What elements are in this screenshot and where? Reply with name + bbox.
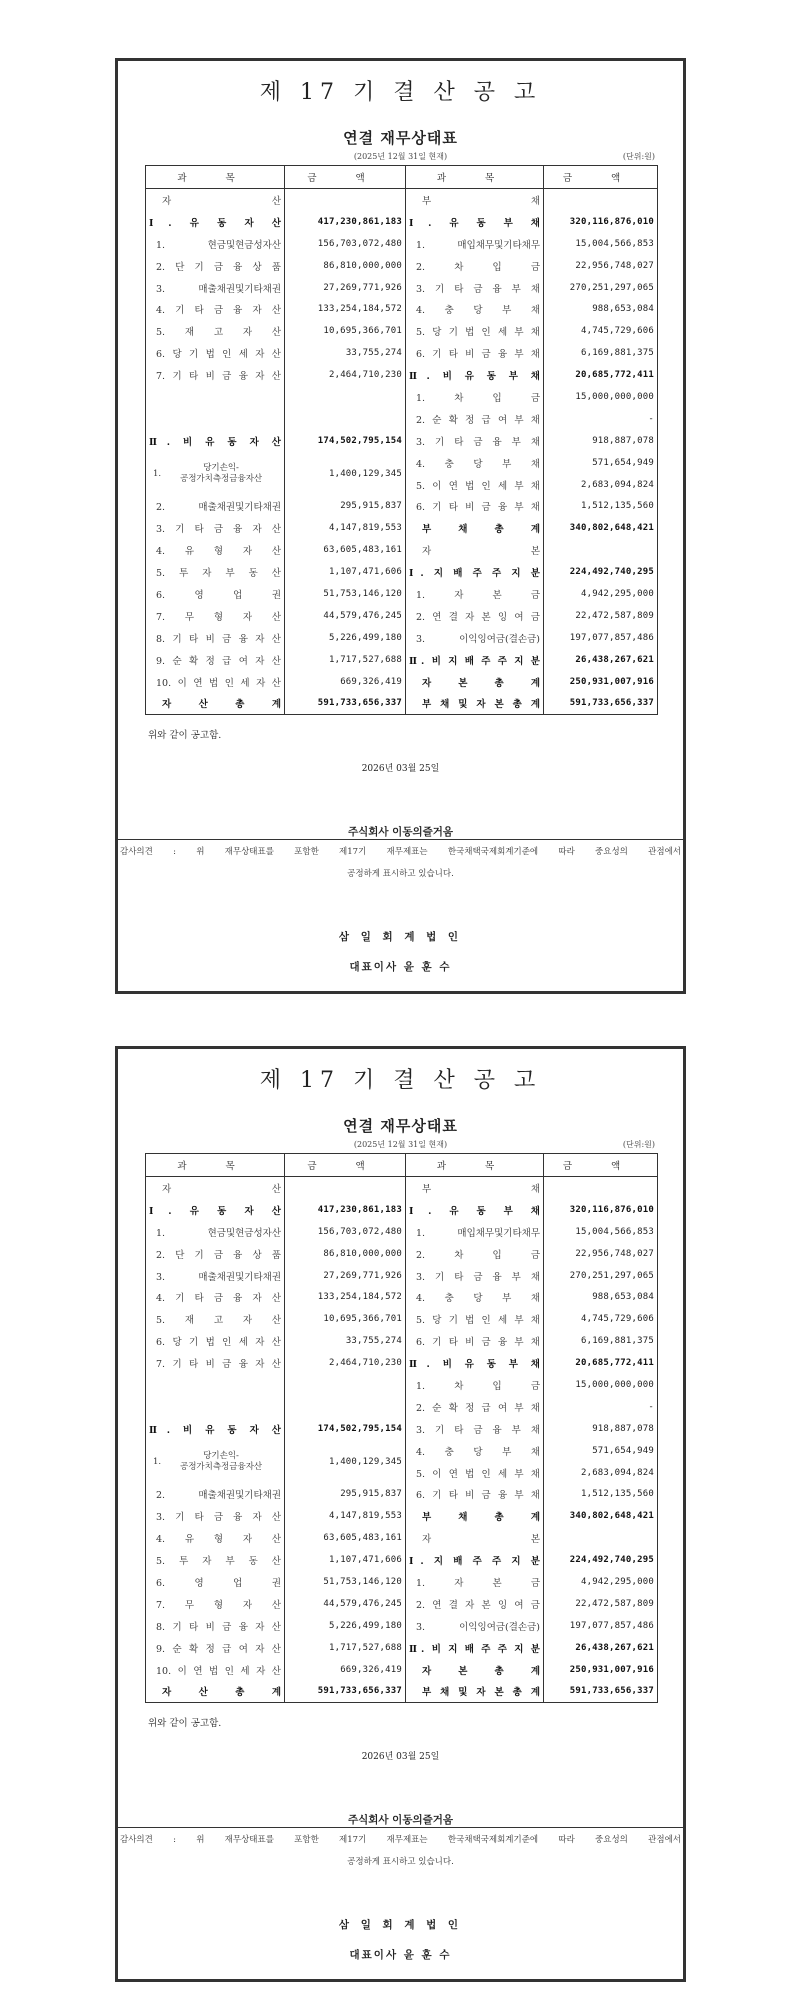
- right-account: 부 채: [406, 189, 544, 211]
- right-account: 3. 이익잉여금(결손금): [406, 627, 544, 649]
- left-account: 4. 유 형 자 산: [146, 539, 285, 561]
- right-amount: [544, 1527, 658, 1549]
- left-account: 3. 기 타 금 융 자 산: [146, 517, 285, 539]
- left-account: Ⅱ. 비 유 동 자 산: [146, 1418, 285, 1440]
- as-of-date: (2025년 12월 31일 현재): [353, 1140, 448, 1149]
- table-row: [146, 1593, 658, 1615]
- right-amount: 591,733,656,337: [544, 692, 658, 714]
- left-amount: 44,579,476,245: [285, 605, 406, 627]
- table-row: [146, 189, 658, 211]
- right-amount: -: [544, 408, 658, 430]
- left-amount: 51,753,146,120: [285, 1571, 406, 1593]
- audit-opinion-line-1: 감사의견 : 위 재무상태표를 포함한 제17기 재무제표는 한국채택국제회계기준에 따라 중요성의 관점에서: [120, 1835, 681, 1845]
- table-row: [146, 277, 658, 299]
- right-amount: 26,438,267,621: [544, 1637, 658, 1659]
- right-account: Ⅰ. 유 동 부 채: [406, 211, 544, 233]
- notice-title: 제 17 기 결 산 공 고: [259, 80, 542, 105]
- table-row: [146, 342, 658, 364]
- right-amount: 320,116,876,010: [544, 1199, 658, 1221]
- right-account: Ⅰ. 지 배 주 주 지 분: [406, 561, 544, 583]
- right-account: 3. 기 타 금 융 부 채: [406, 277, 544, 299]
- left-account: 1. 현금및현금성자산: [146, 233, 285, 255]
- left-amount: [285, 386, 406, 408]
- right-amount: 6,169,881,375: [544, 1330, 658, 1352]
- right-account: 부 채: [406, 1177, 544, 1199]
- header-amount-assets: 금 액: [285, 1154, 406, 1177]
- right-amount: 4,745,729,606: [544, 320, 658, 342]
- table-row: [146, 1352, 658, 1374]
- right-amount: 270,251,297,065: [544, 277, 658, 299]
- left-account: 8. 기 타 비 금 융 자 산: [146, 627, 285, 649]
- table-row: [146, 298, 658, 320]
- right-amount: [544, 1177, 658, 1199]
- left-amount: 2,464,710,230: [285, 1352, 406, 1374]
- left-account: 9. 순 확 정 급 여 자 산: [146, 649, 285, 671]
- left-account: 1. 당기손익- 공정가치측정금융자산: [146, 1440, 285, 1484]
- left-amount: 10,695,366,701: [285, 1308, 406, 1330]
- right-account: 자 본: [406, 1527, 544, 1549]
- left-account: Ⅱ. 비 유 동 자 산: [146, 430, 285, 452]
- right-amount: 15,004,566,853: [544, 1221, 658, 1243]
- table-row: [146, 408, 658, 430]
- right-account: 부 채 및 자 본 총 계: [406, 1680, 544, 1702]
- notice-title: 제 17 기 결 산 공 고: [259, 1068, 542, 1093]
- table-row: [146, 1396, 658, 1418]
- left-amount: 1,400,129,345: [285, 1440, 406, 1484]
- table-row: [146, 430, 658, 452]
- left-account: 5. 투 자 부 동 산: [146, 561, 285, 583]
- table-row: [146, 320, 658, 342]
- left-account: [146, 1374, 285, 1396]
- left-amount: 591,733,656,337: [285, 692, 406, 714]
- left-amount: 174,502,795,154: [285, 1418, 406, 1440]
- right-amount: 22,956,748,027: [544, 1243, 658, 1265]
- right-account: 2. 차 입 금: [406, 1243, 544, 1265]
- header-amount-liabilities: 금 액: [544, 1154, 658, 1177]
- left-account: 2. 단 기 금 융 상 품: [146, 255, 285, 277]
- notice-date: 2026년 03월 25일: [361, 764, 440, 774]
- right-amount: 250,931,007,916: [544, 671, 658, 693]
- left-account: 4. 기 타 금 융 자 산: [146, 298, 285, 320]
- left-account: 6. 영 업 권: [146, 583, 285, 605]
- left-amount: 5,226,499,180: [285, 627, 406, 649]
- table-header-row: [146, 166, 658, 189]
- left-account: 3. 매출채권및기타채권: [146, 1265, 285, 1287]
- right-account: 5. 당 기 법 인 세 부 채: [406, 320, 544, 342]
- table-row: [146, 1221, 658, 1243]
- right-account: 6. 기 타 비 금 융 부 채: [406, 1483, 544, 1505]
- table-row: [146, 605, 658, 627]
- right-account: 1. 매입채무및기타채무: [406, 233, 544, 255]
- right-amount: [544, 539, 658, 561]
- right-amount: 591,733,656,337: [544, 1680, 658, 1702]
- right-amount: 1,512,135,560: [544, 1483, 658, 1505]
- company-name: 주식회사 이동의즐거움: [347, 826, 454, 838]
- table-row: [146, 539, 658, 561]
- table-row: [146, 211, 658, 233]
- right-amount: 26,438,267,621: [544, 649, 658, 671]
- header-amount-assets: 금 액: [285, 166, 406, 189]
- right-account: 3. 이익잉여금(결손금): [406, 1615, 544, 1637]
- left-account: Ⅰ. 유 동 자 산: [146, 1199, 285, 1221]
- table-row: [146, 1637, 658, 1659]
- table-row: [146, 1615, 658, 1637]
- audit-opinion-line-2: 공정하게 표시하고 있습니다.: [347, 869, 454, 879]
- right-account: 자 본 총 계: [406, 671, 544, 693]
- left-account: [146, 1396, 285, 1418]
- table-row: [146, 1527, 658, 1549]
- header-account-liabilities: 과 목: [406, 1154, 544, 1177]
- left-amount: 417,230,861,183: [285, 211, 406, 233]
- balance-sheet-table: [145, 165, 658, 715]
- table-row: [146, 1265, 658, 1287]
- left-account: 5. 투 자 부 동 산: [146, 1549, 285, 1571]
- right-amount: 918,887,078: [544, 430, 658, 452]
- header-account-liabilities: 과 목: [406, 166, 544, 189]
- left-amount: [285, 1396, 406, 1418]
- left-amount: 133,254,184,572: [285, 1286, 406, 1308]
- left-amount: [285, 189, 406, 211]
- left-amount: 1,107,471,606: [285, 561, 406, 583]
- divider: [118, 1827, 683, 1828]
- right-account: 2. 연 결 자 본 잉 여 금: [406, 1593, 544, 1615]
- right-account: 1. 매입채무및기타채무: [406, 1221, 544, 1243]
- table-row: [146, 233, 658, 255]
- left-account: 7. 무 형 자 산: [146, 605, 285, 627]
- right-account: Ⅰ. 지 배 주 주 지 분: [406, 1549, 544, 1571]
- left-account: 7. 기 타 비 금 융 자 산: [146, 1352, 285, 1374]
- left-amount: 63,605,483,161: [285, 539, 406, 561]
- left-account: 자 산 총 계: [146, 692, 285, 714]
- table-row: [146, 1549, 658, 1571]
- right-account: Ⅱ. 비 지 배 주 주 지 분: [406, 1637, 544, 1659]
- left-account: 2. 단 기 금 융 상 품: [146, 1243, 285, 1265]
- right-account: 부 채 총 계: [406, 517, 544, 539]
- left-account: 10. 이 연 법 인 세 자 산: [146, 1659, 285, 1681]
- right-amount: 197,077,857,486: [544, 1615, 658, 1637]
- right-amount: -: [544, 1396, 658, 1418]
- left-account: [146, 386, 285, 408]
- table-row: [146, 649, 658, 671]
- left-amount: 27,269,771,926: [285, 277, 406, 299]
- left-account: 5. 재 고 자 산: [146, 1308, 285, 1330]
- left-account: 자 산: [146, 1177, 285, 1199]
- right-amount: 15,000,000,000: [544, 386, 658, 408]
- right-amount: 4,745,729,606: [544, 1308, 658, 1330]
- right-amount: 320,116,876,010: [544, 211, 658, 233]
- left-amount: 5,226,499,180: [285, 1615, 406, 1637]
- left-amount: 2,464,710,230: [285, 364, 406, 386]
- left-amount: 33,755,274: [285, 1330, 406, 1352]
- left-amount: 295,915,837: [285, 495, 406, 517]
- right-amount: 22,472,587,809: [544, 1593, 658, 1615]
- left-amount: 63,605,483,161: [285, 1527, 406, 1549]
- header-account-assets: 과 목: [146, 166, 285, 189]
- right-account: Ⅱ. 비 유 동 부 채: [406, 1352, 544, 1374]
- left-amount: 591,733,656,337: [285, 1680, 406, 1702]
- right-amount: 918,887,078: [544, 1418, 658, 1440]
- left-account: 6. 영 업 권: [146, 1571, 285, 1593]
- balance-sheet-table: [145, 1153, 658, 1703]
- table-header-row: [146, 1154, 658, 1177]
- left-amount: [285, 408, 406, 430]
- right-account: 1. 자 본 금: [406, 583, 544, 605]
- ceo-name: 대표이사 윤 훈 수: [349, 961, 452, 973]
- table-row: [146, 255, 658, 277]
- right-amount: 4,942,295,000: [544, 1571, 658, 1593]
- left-amount: 156,703,072,480: [285, 233, 406, 255]
- right-amount: 250,931,007,916: [544, 1659, 658, 1681]
- right-amount: 224,492,740,295: [544, 561, 658, 583]
- left-account: 5. 재 고 자 산: [146, 320, 285, 342]
- right-account: 4. 충 당 부 채: [406, 452, 544, 474]
- table-row: [146, 1308, 658, 1330]
- right-amount: 340,802,648,421: [544, 517, 658, 539]
- table-row: [146, 671, 658, 693]
- right-amount: 571,654,949: [544, 452, 658, 474]
- table-row: [146, 1374, 658, 1396]
- left-amount: 669,326,419: [285, 671, 406, 693]
- left-account: 7. 무 형 자 산: [146, 1593, 285, 1615]
- audit-firm: 삼 일 회 계 법 인: [338, 931, 463, 943]
- table-row: [146, 364, 658, 386]
- table-row: [146, 1440, 658, 1462]
- table-row: [146, 386, 658, 408]
- audit-opinion-line-1: 감사의견 : 위 재무상태표를 포함한 제17기 재무제표는 한국채택국제회계기준에 따라 중요성의 관점에서: [120, 847, 681, 857]
- right-account: 자 본: [406, 539, 544, 561]
- right-amount: 988,653,084: [544, 298, 658, 320]
- table-row: [146, 1571, 658, 1593]
- right-amount: 270,251,297,065: [544, 1265, 658, 1287]
- table-row: [146, 1418, 658, 1440]
- right-amount: 197,077,857,486: [544, 627, 658, 649]
- left-amount: 156,703,072,480: [285, 1221, 406, 1243]
- table-row: [146, 1483, 658, 1505]
- right-account: 4. 충 당 부 채: [406, 1286, 544, 1308]
- left-amount: 4,147,819,553: [285, 1505, 406, 1527]
- left-account: Ⅰ. 유 동 자 산: [146, 211, 285, 233]
- table-row: [146, 1659, 658, 1681]
- left-amount: 1,717,527,688: [285, 649, 406, 671]
- settlement-notice-copy-1: [115, 58, 686, 994]
- right-amount: 2,683,094,824: [544, 1462, 658, 1484]
- table-row: [146, 692, 658, 714]
- company-name: 주식회사 이동의즐거움: [347, 1814, 454, 1826]
- right-account: 1. 차 입 금: [406, 1374, 544, 1396]
- left-account: 4. 기 타 금 융 자 산: [146, 1286, 285, 1308]
- currency-unit: (단위:원): [622, 152, 655, 161]
- notice-date: 2026년 03월 25일: [361, 1752, 440, 1762]
- left-account: [146, 408, 285, 430]
- right-account: 6. 기 타 비 금 융 부 채: [406, 342, 544, 364]
- declaration-text: 위와 같이 공고함.: [148, 730, 222, 741]
- right-amount: 224,492,740,295: [544, 1549, 658, 1571]
- left-amount: 86,810,000,000: [285, 1243, 406, 1265]
- right-amount: 571,654,949: [544, 1440, 658, 1462]
- right-account: 부 채 총 계: [406, 1505, 544, 1527]
- left-amount: 44,579,476,245: [285, 1593, 406, 1615]
- right-account: Ⅱ. 비 유 동 부 채: [406, 364, 544, 386]
- right-account: 3. 기 타 금 융 부 채: [406, 430, 544, 452]
- left-account: 10. 이 연 법 인 세 자 산: [146, 671, 285, 693]
- audit-firm: 삼 일 회 계 법 인: [338, 1919, 463, 1931]
- left-account: 1. 현금및현금성자산: [146, 1221, 285, 1243]
- as-of-date: (2025년 12월 31일 현재): [353, 152, 448, 161]
- left-amount: 133,254,184,572: [285, 298, 406, 320]
- left-amount: 4,147,819,553: [285, 517, 406, 539]
- left-amount: 1,717,527,688: [285, 1637, 406, 1659]
- right-amount: 340,802,648,421: [544, 1505, 658, 1527]
- right-account: 5. 당 기 법 인 세 부 채: [406, 1308, 544, 1330]
- table-row: [146, 1243, 658, 1265]
- left-amount: 33,755,274: [285, 342, 406, 364]
- right-account: 3. 기 타 금 융 부 채: [406, 1418, 544, 1440]
- left-account: 2. 매출채권및기타채권: [146, 495, 285, 517]
- left-amount: 51,753,146,120: [285, 583, 406, 605]
- right-account: 2. 순 확 정 급 여 부 채: [406, 1396, 544, 1418]
- table-row: [146, 495, 658, 517]
- right-account: 6. 기 타 비 금 융 부 채: [406, 1330, 544, 1352]
- right-account: 2. 순 확 정 급 여 부 채: [406, 408, 544, 430]
- left-amount: 295,915,837: [285, 1483, 406, 1505]
- right-amount: 988,653,084: [544, 1286, 658, 1308]
- left-account: 8. 기 타 비 금 융 자 산: [146, 1615, 285, 1637]
- left-amount: [285, 1177, 406, 1199]
- right-amount: 2,683,094,824: [544, 474, 658, 496]
- divider: [118, 839, 683, 840]
- left-amount: [285, 1374, 406, 1396]
- table-row: [146, 561, 658, 583]
- right-account: 1. 차 입 금: [406, 386, 544, 408]
- left-amount: 417,230,861,183: [285, 1199, 406, 1221]
- left-amount: 1,400,129,345: [285, 452, 406, 496]
- left-account: 3. 기 타 금 융 자 산: [146, 1505, 285, 1527]
- right-account: 자 본 총 계: [406, 1659, 544, 1681]
- right-account: 6. 기 타 비 금 융 부 채: [406, 495, 544, 517]
- right-amount: 22,472,587,809: [544, 605, 658, 627]
- right-amount: 15,004,566,853: [544, 233, 658, 255]
- right-amount: 6,169,881,375: [544, 342, 658, 364]
- right-account: 1. 자 본 금: [406, 1571, 544, 1593]
- header-account-assets: 과 목: [146, 1154, 285, 1177]
- header-amount-liabilities: 금 액: [544, 166, 658, 189]
- right-account: 4. 충 당 부 채: [406, 298, 544, 320]
- table-row: [146, 452, 658, 474]
- right-account: 5. 이 연 법 인 세 부 채: [406, 1462, 544, 1484]
- table-row: [146, 1505, 658, 1527]
- right-account: 4. 충 당 부 채: [406, 1440, 544, 1462]
- right-account: 5. 이 연 법 인 세 부 채: [406, 474, 544, 496]
- statement-title: 연결 재무상태표: [343, 1117, 458, 1135]
- table-row: [146, 583, 658, 605]
- left-account: 7. 기 타 비 금 융 자 산: [146, 364, 285, 386]
- left-account: 자 산: [146, 189, 285, 211]
- right-account: Ⅱ. 비 지 배 주 주 지 분: [406, 649, 544, 671]
- left-amount: 10,695,366,701: [285, 320, 406, 342]
- left-amount: 174,502,795,154: [285, 430, 406, 452]
- left-account: 6. 당 기 법 인 세 자 산: [146, 342, 285, 364]
- left-account: 6. 당 기 법 인 세 자 산: [146, 1330, 285, 1352]
- statement-title: 연결 재무상태표: [343, 129, 458, 147]
- table-row: [146, 517, 658, 539]
- right-amount: [544, 189, 658, 211]
- table-row: [146, 1177, 658, 1199]
- left-amount: 86,810,000,000: [285, 255, 406, 277]
- right-amount: 20,685,772,411: [544, 1352, 658, 1374]
- settlement-notice-copy-2: [115, 1046, 686, 1982]
- left-amount: 669,326,419: [285, 1659, 406, 1681]
- table-row: [146, 1286, 658, 1308]
- right-account: 2. 연 결 자 본 잉 여 금: [406, 605, 544, 627]
- left-account: 자 산 총 계: [146, 1680, 285, 1702]
- left-amount: 27,269,771,926: [285, 1265, 406, 1287]
- table-row: [146, 1680, 658, 1702]
- audit-opinion-line-2: 공정하게 표시하고 있습니다.: [347, 1857, 454, 1867]
- right-amount: 4,942,295,000: [544, 583, 658, 605]
- right-amount: 15,000,000,000: [544, 1374, 658, 1396]
- ceo-name: 대표이사 윤 훈 수: [349, 1949, 452, 1961]
- right-amount: 20,685,772,411: [544, 364, 658, 386]
- currency-unit: (단위:원): [622, 1140, 655, 1149]
- table-row: [146, 1199, 658, 1221]
- left-account: 3. 매출채권및기타채권: [146, 277, 285, 299]
- left-account: 9. 순 확 정 급 여 자 산: [146, 1637, 285, 1659]
- left-account: 1. 당기손익- 공정가치측정금융자산: [146, 452, 285, 496]
- declaration-text: 위와 같이 공고함.: [148, 1718, 222, 1729]
- right-account: 부 채 및 자 본 총 계: [406, 692, 544, 714]
- left-account: 4. 유 형 자 산: [146, 1527, 285, 1549]
- left-account: 2. 매출채권및기타채권: [146, 1483, 285, 1505]
- right-amount: 1,512,135,560: [544, 495, 658, 517]
- table-row: [146, 1330, 658, 1352]
- left-amount: 1,107,471,606: [285, 1549, 406, 1571]
- right-amount: 22,956,748,027: [544, 255, 658, 277]
- table-row: [146, 627, 658, 649]
- right-account: 2. 차 입 금: [406, 255, 544, 277]
- right-account: Ⅰ. 유 동 부 채: [406, 1199, 544, 1221]
- right-account: 3. 기 타 금 융 부 채: [406, 1265, 544, 1287]
